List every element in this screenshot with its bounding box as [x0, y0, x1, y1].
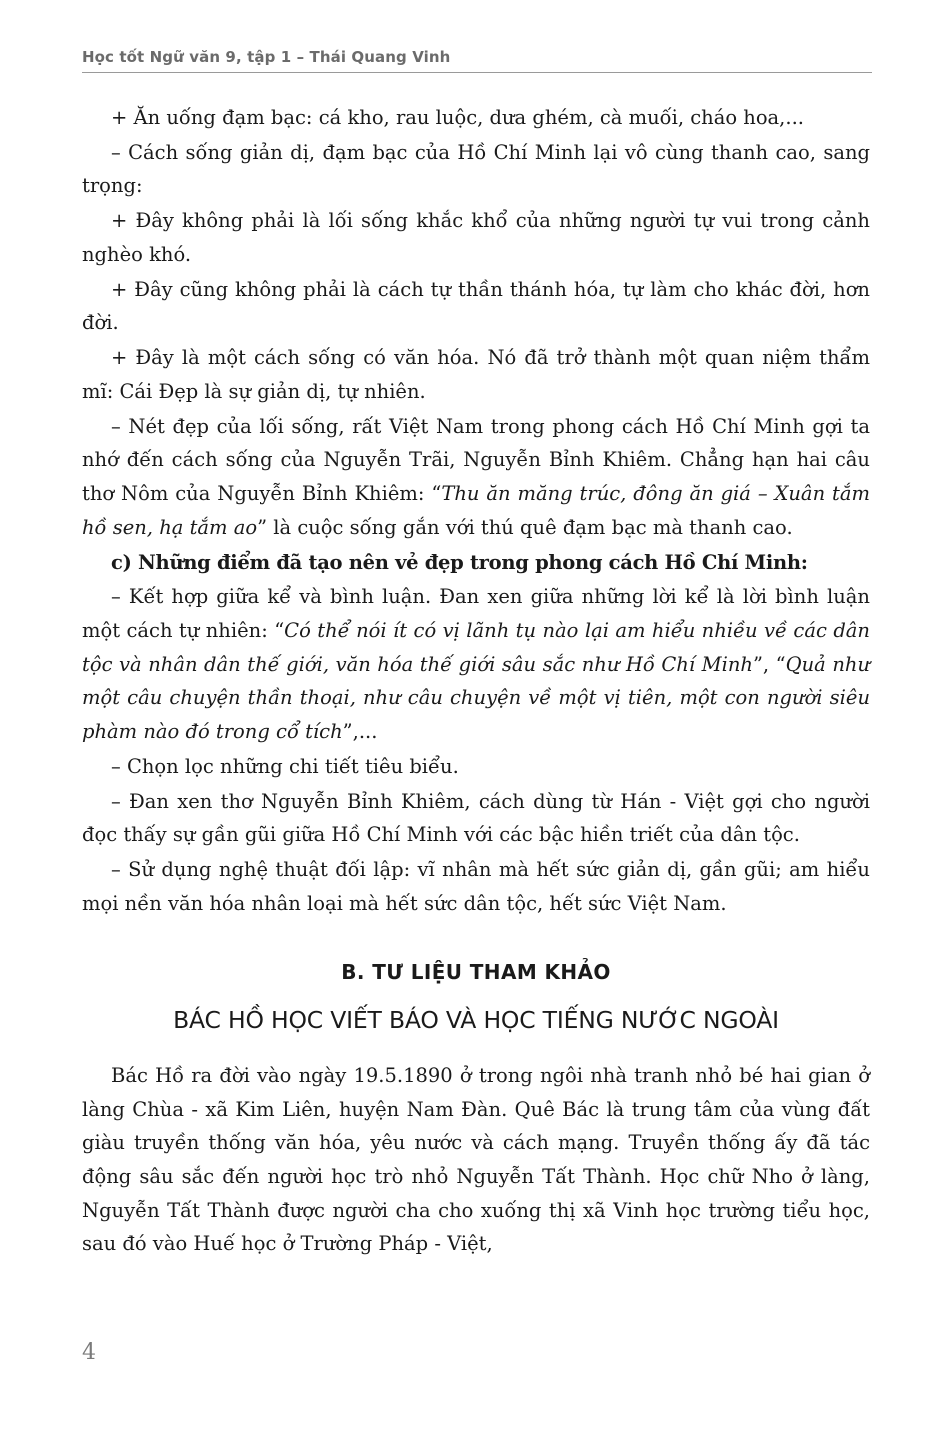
text-run: c) Những điểm đã tạo nên vẻ đẹp trong phong cách Hồ Chí Minh: — [111, 550, 808, 574]
analysis-paragraphs — [82, 101, 870, 920]
paragraph — [82, 204, 870, 271]
paragraph — [82, 136, 870, 203]
article-paragraph: Bác Hồ ra đời vào ngày 19.5.1890 ở trong ngôi nhà tranh nhỏ bé hai gian ở làng Chùa - xã Kim Liên, huyện Nam Đàn. Quê Bác là trung tâm của vùng đất giàu truyền thống văn hóa, yêu nước và cách mạng. Truyền thống ấy đã tác động sâu sắc đến người học trò nhỏ Nguyễn Tất Thành. Học chữ Nho ở làng, Nguyễn Tất Thành được người cha cho xuống thị xã Vinh học trường tiểu học, sau đó vào Huế học ở Trường Pháp - Việt, — [82, 1064, 870, 1256]
text-run: – Kết hợp giữa kể và bình luận. Đan xen giữa những lời kể là lời bình luận một cách tự nhiên: “ — [82, 585, 870, 642]
text-run: – Sử dụng nghệ thuật đối lập: vĩ nhân mà hết sức giản dị, gần gũi; am hiểu mọi nền văn hóa nhân loại mà hết sức dân tộc, hết sức Việt Nam. — [82, 858, 870, 915]
text-run: – Nét đẹp của lối sống, rất Việt Nam trong phong cách Hồ Chí Minh gợi ta nhớ đến cách sống của Nguyễn Trãi, Nguyễn Bỉnh Khiêm. Chẳng hạn hai câu thơ Nôm của Nguyễn Bỉnh Khiêm: “ — [82, 414, 870, 506]
quoted-text: Thu ăn măng trúc, đông ăn giá – Xuân tắm hồ sen, hạ tắm ao — [82, 482, 870, 539]
text-run: ” là cuộc sống gắn với thú quê đạm bạc mà thanh cao. — [257, 515, 793, 539]
paragraph — [82, 341, 870, 408]
quoted-text: Có thể nói ít có vị lãnh tụ nào lại am hiểu nhiều về các dân tộc và nhân dân thế giới, văn hóa thế giới sâu sắc như Hồ Chí Minh — [82, 618, 870, 676]
article-title: BÁC HỒ HỌC VIẾT BÁO VÀ HỌC TIẾNG NƯỚC NGOÀI — [173, 1006, 779, 1035]
text-run: + Đây là một cách sống có văn hóa. Nó đã trở thành một quan niệm thẩm mĩ: Cái Đẹp là sự giản dị, tự nhiên. — [82, 346, 870, 403]
text-run: + Đây cũng không phải là cách tự thần thánh hóa, tự làm cho khác đời, hơn đời. — [82, 277, 870, 335]
quoted-text: Quả như một câu chuyện thần thoại, như câu chuyện về một vị tiên, một con người siêu phàm nào đó trong cổ tích — [82, 652, 871, 743]
article-body — [82, 1059, 870, 1261]
text-run: ”, “ — [752, 652, 786, 676]
text-run: – Chọn lọc những chi tiết tiêu biểu. — [111, 754, 459, 778]
paragraph — [82, 785, 870, 852]
section-title: B. TƯ LIỆU THAM KHẢO — [341, 960, 611, 985]
text-run: ”,... — [342, 719, 378, 743]
page-content — [82, 101, 870, 1261]
header-divider — [82, 72, 872, 73]
paragraph — [82, 580, 870, 748]
page-number: 4 — [82, 1340, 96, 1365]
paragraph — [82, 273, 870, 340]
text-run: – Cách sống giản dị, đạm bạc của Hồ Chí Minh lại vô cùng thanh cao, sang trọng: — [82, 140, 870, 198]
running-header: Học tốt Ngữ văn 9, tập 1 – Thái Quang Vinh — [82, 48, 451, 66]
text-run: – Đan xen thơ Nguyễn Bỉnh Khiêm, cách dùng từ Hán - Việt gợi cho người đọc thấy sự gần gũi giữa Hồ Chí Minh với các bậc hiền triết của dân tộc. — [82, 789, 870, 847]
text-run: + Đây không phải là lối sống khắc khổ của những người tự vui trong cảnh nghèo khó. — [82, 209, 870, 266]
text-run: + Ăn uống đạm bạc: cá kho, rau luộc, dưa ghém, cà muối, cháo hoa,... — [111, 106, 804, 129]
paragraph — [82, 410, 870, 544]
paragraph — [82, 101, 870, 135]
paragraph — [82, 853, 870, 920]
paragraph — [82, 750, 870, 784]
subheading — [82, 546, 870, 580]
